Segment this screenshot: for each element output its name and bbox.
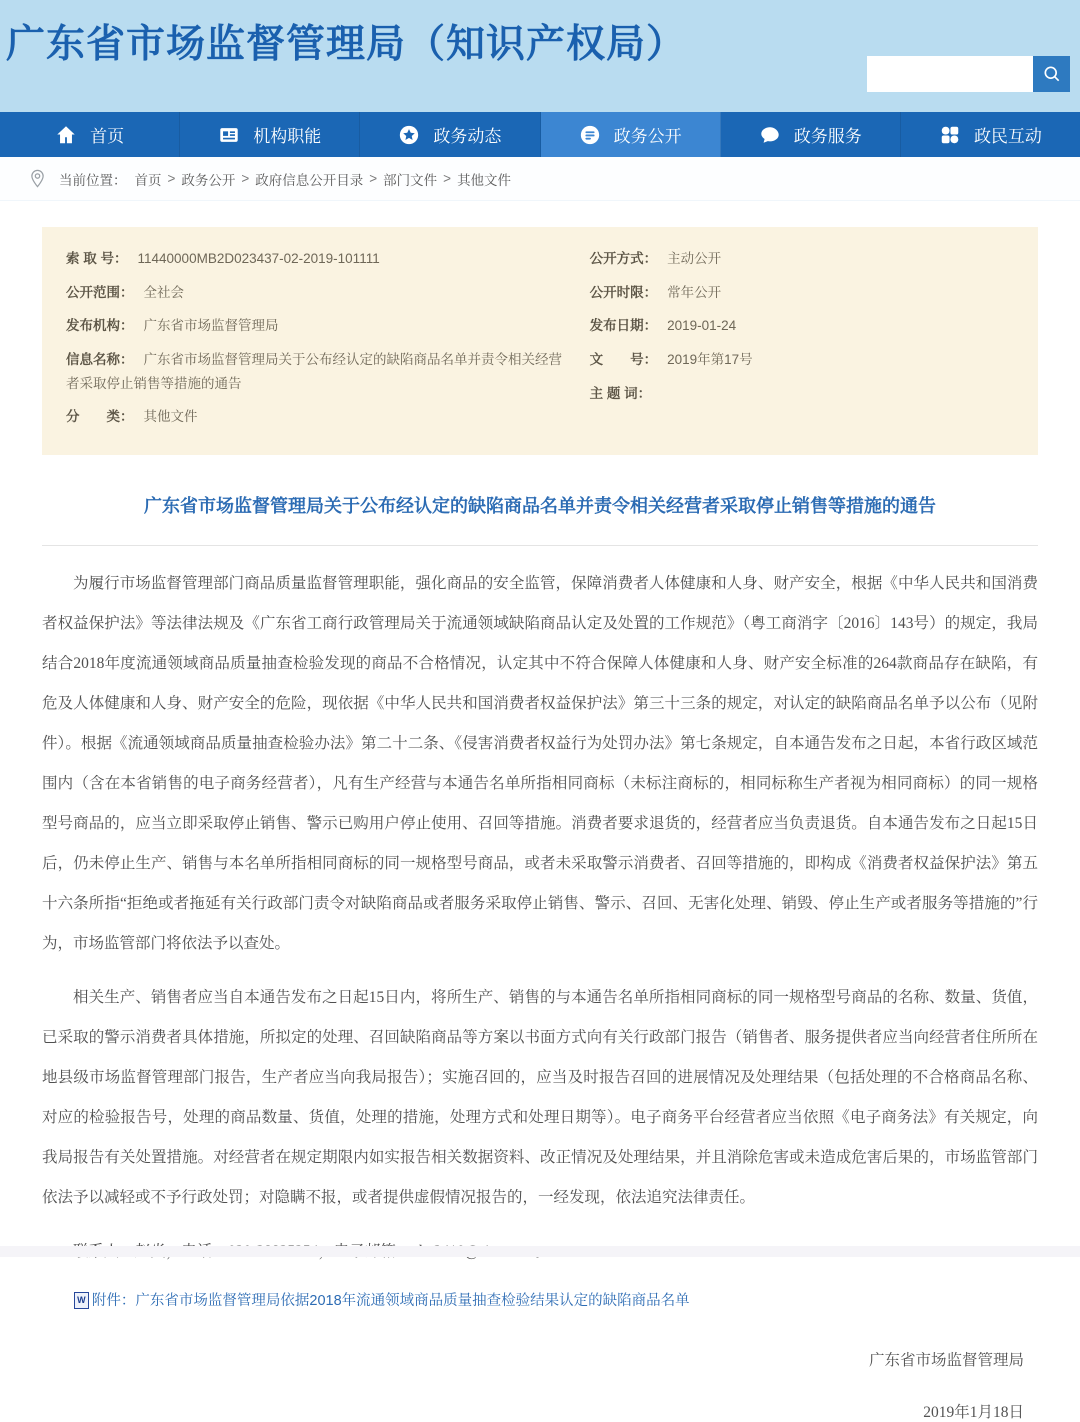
- site-header: [0, 0, 1080, 112]
- meta-row-index-number: [66, 247, 564, 271]
- meta-value: 2019年第17号: [667, 351, 753, 367]
- signature-org: 广东省市场监督管理局: [868, 1351, 1024, 1369]
- home-icon: [55, 124, 77, 146]
- page-title: 广东省市场监督管理局关于公布经认定的缺陷商品名单并责令相关经营者采取停止销售等措施的通告: [144, 495, 936, 516]
- paragraph-2: 相关生产、销售者应当自本通告发布之日起15日内，将所生产、销售的与本通告名单所指相同商标的同一规格型号商品的名称、数量、货值，已采取的警示消费者具体措施，所拟定的处理、召回缺陷商品等方案以书面方式向有关行政部门报告（销售者、服务提供者应当向经营者住所所在地县级市场监督管理部门报告，生产者应当向我局报告）；实施召回的，应当及时报告召回的进展情况及处理结果（包括处理的不合格商品名称、对应的检验报告号，处理的商品数量、货值，处理的措施，处理方式和处理日期等）。电子商务平台经营者应当依照《电子商务法》有关规定，向我局报告有关处置措施。对经营者在规定期限内如实报告相关数据资料、改正情况及处理结果，并且消除危害或未造成危害后果的，市场监管部门依法予以减轻或不予行政处罚；对隐瞒不报，或者提供虚假情况报告的，一经发现，依法追究法律责任。: [42, 988, 1038, 1206]
- nav-item-news[interactable]: [360, 112, 540, 157]
- search-input[interactable]: [867, 56, 1033, 92]
- chat-bubble-icon: [759, 124, 781, 146]
- attachment-row: [74, 1288, 1038, 1314]
- nav-item-label: 政务服务: [793, 127, 862, 146]
- meta-row-title: [66, 348, 564, 395]
- meta-value: 主动公开: [667, 251, 722, 266]
- document-meta-box: [42, 227, 1038, 455]
- breadcrumb: [0, 157, 1080, 201]
- nav-item-label: 机构职能: [253, 127, 322, 146]
- meta-label: 主 题 词：: [589, 385, 652, 401]
- nav-item-label: 政务公开: [613, 127, 682, 146]
- meta-value: 2019-01-24: [667, 318, 737, 334]
- breadcrumb-separator: >: [241, 171, 250, 186]
- star-circle-icon: [398, 124, 420, 146]
- nav-item-functions[interactable]: [180, 112, 360, 157]
- meta-value: 11440000MB2D023437-02-2019-101111: [137, 251, 380, 266]
- meta-value: 广东省市场监督管理局关于公布经认定的缺陷商品名单并责令相关经营者采取停止销售等措施的通告: [66, 351, 562, 391]
- document-body: [42, 489, 1038, 1422]
- meta-label: 公开时限：: [589, 284, 658, 300]
- breadcrumb-item-dept-files[interactable]: 部门文件: [383, 172, 438, 188]
- meta-label: 发布日期：: [589, 318, 658, 334]
- nav-item-disclosure[interactable]: [541, 112, 721, 157]
- nav-item-label: 政务动态: [433, 127, 502, 146]
- meta-label: 公开范围：: [66, 284, 134, 300]
- breadcrumb-item-disclosure[interactable]: 政务公开: [181, 172, 236, 188]
- nav-item-label: 首页: [90, 127, 125, 146]
- search-button[interactable]: [1033, 56, 1070, 92]
- search-box: [867, 56, 1070, 92]
- word-doc-icon: W: [74, 1292, 89, 1309]
- breadcrumb-item-other-files: 其他文件: [457, 172, 512, 188]
- site-title: 广东省市场监督管理局（知识产权局）: [6, 23, 687, 66]
- doc-lines-circle-icon: [579, 124, 601, 146]
- meta-value: 常年公开: [667, 284, 722, 300]
- meta-row-publish-date: [590, 314, 1018, 338]
- meta-value: 其他文件: [143, 409, 198, 425]
- meta-row-scope: [66, 281, 564, 305]
- nav-item-label: 政民互动: [973, 127, 1042, 146]
- breadcrumb-item-home[interactable]: 首页: [134, 172, 162, 188]
- breadcrumb-separator: >: [167, 171, 176, 186]
- meta-label: 分 类：: [66, 409, 134, 425]
- meta-value: 广东省市场监督管理局: [143, 318, 279, 334]
- paragraph-1: 为履行市场监督管理部门商品质量监督管理职能，强化商品的安全监管，保障消费者人体健康和人身、财产安全，根据《中华人民共和国消费者权益保护法》等法律法规及《广东省工商行政管理局关于流通领域缺陷商品认定及处置的工作规范》（粤工商消字〔2016〕143号）的规定，我局结合2018年度流通领域商品质量抽查检验发现的商品不合格情况，认定其中不符合保障人体健康和人身、财产安全标准的264款商品存在缺陷，有危及人体健康和人身、财产安全的危险，现依据《中华人民共和国消费者权益保护法》第三十三条的规定，对认定的缺陷商品名单予以公布（见附件）。根据《流通领域商品质量抽查检验办法》第二十二条、《侵害消费者权益行为处罚办法》第七条规定，自本通告发布之日起，本省行政区域范围内（含在本省销售的电子商务经营者），凡有生产经营与本通告名单所指相同商标（未标注商标的，相同标称生产者视为相同商标）的同一规格型号商品的，应当立即采取停止销售、警示已购用户停止使用、召回等措施。消费者要求退货的，经营者应当负责退货。自本通告发布之日起15日后，仍未停止生产、销售与本名单所指相同商标的同一规格型号商品，或者未采取警示消费者、召回等措施的，即构成《消费者权益保护法》第五十六条所指“拒绝或者拖延有关行政部门责令对缺陷商品或者服务采取停止销售、警示、召回、无害化处理、销毁、停止生产或者服务等措施的”行为，市场监管部门将依法予以查处。: [42, 574, 1038, 952]
- meta-row-disclosure-method: [590, 247, 1018, 271]
- meta-column-left: [66, 247, 590, 439]
- nav-item-services[interactable]: [721, 112, 901, 157]
- breadcrumb-prefix: 当前位置：: [59, 172, 127, 188]
- meta-row-keywords: [590, 382, 1018, 406]
- nav-item-home[interactable]: [0, 112, 180, 157]
- grid-icon: [939, 124, 961, 146]
- nav-item-interaction[interactable]: [901, 112, 1080, 157]
- title-divider: [42, 545, 1038, 546]
- meta-column-right: [590, 247, 1018, 439]
- breadcrumb-item-catalog[interactable]: 政府信息公开目录: [255, 172, 364, 188]
- meta-label: 文 号：: [589, 351, 658, 367]
- footer-strip: [0, 1246, 1080, 1257]
- org-card-icon: [218, 124, 240, 146]
- meta-row-issuer: [66, 314, 564, 338]
- meta-label: 公开方式：: [589, 251, 658, 266]
- search-icon: [1042, 64, 1062, 84]
- meta-label: 发布机构：: [66, 318, 134, 334]
- meta-row-disclosure-period: [590, 281, 1018, 305]
- meta-label: 索 取 号：: [66, 251, 128, 266]
- attachment-link[interactable]: 附件：广东省市场监督管理局依据2018年流通领域商品质量抽查检验结果认定的缺陷商品名单: [91, 1292, 690, 1309]
- breadcrumb-separator: >: [369, 171, 378, 186]
- meta-row-doc-number: [590, 348, 1018, 372]
- meta-row-category: [66, 405, 564, 429]
- signature-date: 2019年1月18日: [923, 1403, 1024, 1421]
- meta-label: 信息名称：: [66, 351, 134, 367]
- meta-value: 全社会: [143, 284, 184, 300]
- breadcrumb-separator: >: [443, 171, 452, 186]
- main-nav: [0, 112, 1080, 157]
- location-pin-icon: [30, 169, 45, 188]
